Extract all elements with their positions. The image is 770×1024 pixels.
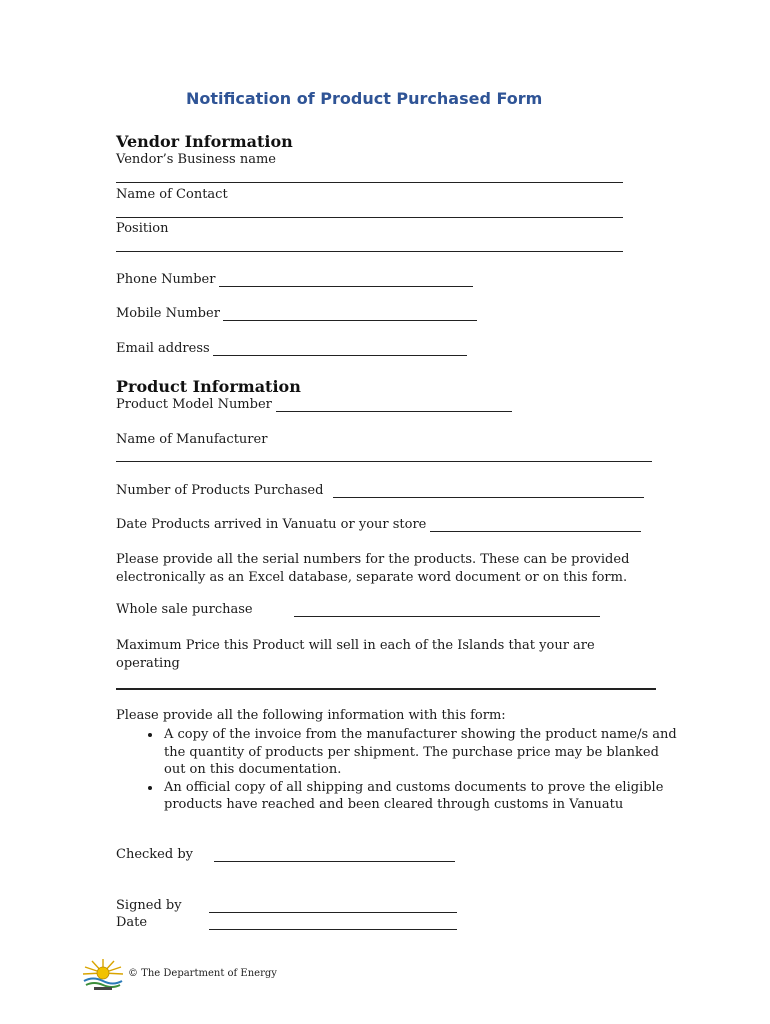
model-number-label: Product Model Number	[116, 397, 272, 412]
contact-name-label: Name of Contact	[116, 187, 228, 202]
products-count-line[interactable]	[333, 497, 644, 498]
date-label: Date	[116, 915, 148, 930]
form-title: Notification of Product Purchased Form	[186, 89, 543, 108]
product-heading: Product Information	[116, 377, 301, 396]
manufacturer-label: Name of Manufacturer	[116, 432, 268, 447]
signed-by-label: Signed by	[116, 898, 182, 913]
phone-line[interactable]	[219, 286, 473, 287]
requirements-list	[140, 726, 682, 814]
checked-by-line[interactable]	[214, 861, 455, 862]
products-count-label: Number of Products Purchased	[116, 483, 324, 498]
mobile-label: Mobile Number	[116, 306, 220, 321]
phone-label: Phone Number	[116, 272, 216, 287]
signed-by-line[interactable]	[209, 912, 457, 913]
position-line[interactable]	[116, 251, 623, 252]
requirement-item: • A copy of the invoice from the manufacturer showing the product name/s and the quantity of products per shipment. The purchase price may be blanked out on this documentation.	[162, 726, 682, 779]
date-line[interactable]	[209, 929, 457, 930]
requirement-item: • An official copy of all shipping and customs documents to prove the eligible products have reached and been cleared through customs in Vanuatu	[162, 779, 682, 814]
serial-numbers-note: Please provide all the serial numbers for the products. These can be provided electronically as an Excel database, separate word document or on this form.	[116, 552, 630, 585]
department-seal-icon	[80, 957, 126, 991]
email-line[interactable]	[213, 355, 467, 356]
wholesale-line[interactable]	[294, 616, 600, 617]
contact-name-line[interactable]	[116, 217, 623, 218]
manufacturer-line[interactable]	[116, 461, 652, 462]
vendor-business-name-label: Vendor’s Business name	[116, 152, 276, 167]
mobile-line[interactable]	[223, 320, 477, 321]
model-number-line[interactable]	[276, 411, 512, 412]
footer-copyright: © The Department of Energy	[128, 968, 277, 979]
date-arrived-line[interactable]	[430, 531, 641, 532]
max-price-label: Maximum Price this Product will sell in each of the Islands that your are operating	[116, 638, 595, 671]
vendor-business-name-line[interactable]	[116, 182, 623, 183]
checked-by-label: Checked by	[116, 847, 193, 862]
position-label: Position	[116, 221, 169, 236]
email-label: Email address	[116, 341, 210, 356]
vendor-heading: Vendor Information	[116, 132, 293, 151]
requirements-intro: Please provide all the following information with this form:	[116, 708, 506, 723]
wholesale-label: Whole sale purchase	[116, 602, 253, 617]
date-arrived-label: Date Products arrived in Vanuatu or your store	[116, 517, 427, 532]
section-divider	[116, 688, 656, 690]
